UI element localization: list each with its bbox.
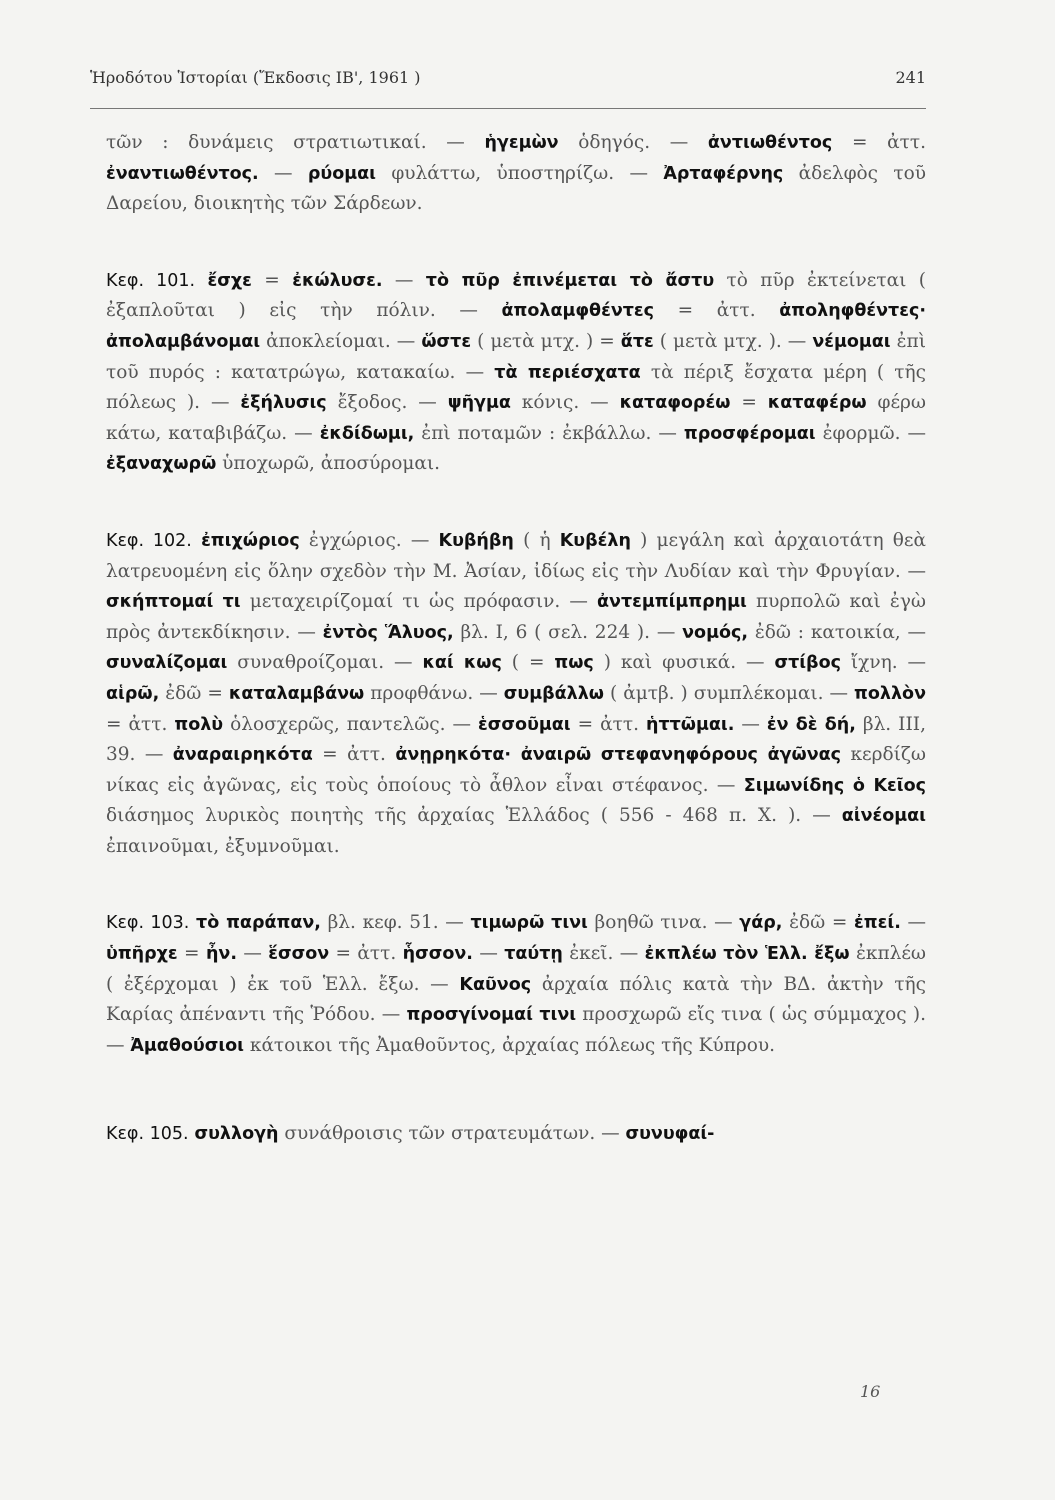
text-run: = (730, 392, 768, 414)
paragraph-gap (106, 862, 926, 908)
text-run: ( ἡ (513, 529, 560, 551)
running-head (90, 68, 926, 87)
lemma: νομός, (682, 622, 749, 643)
lemma: Ἀμαθούσιοι (130, 1035, 244, 1056)
text-run: διάσημος λυρικὸς ποιητὴς τῆς ἀρχαίας Ἑλλάδος ( 556 - 468 π. Χ. ). — (106, 805, 842, 827)
lemma: ὑπῆρχε (106, 944, 178, 965)
text-run: ὑποχωρῶ, ἀποσύρομαι. (216, 453, 441, 475)
text-run: ἐφορμῶ. — (815, 422, 926, 444)
lemma: Ἀρταφέρνης (663, 163, 784, 184)
text-run: κερδίζω νίκας εἰς ἀγῶνας, εἰς τοὺς ὁποίους τὸ ἆθλον εἶναι στέφανος. — (106, 744, 926, 796)
lemma: γάρ, (739, 913, 783, 934)
lemma: ἀποληφθέντες· ἀπολαμβάνομαι (106, 301, 926, 352)
lemma: συμβάλλω (503, 683, 604, 704)
lemma: ὥστε (421, 331, 472, 352)
chapter-label: Κεφ. 101. (106, 270, 196, 291)
lemma: Κυβέλη (559, 530, 631, 551)
paragraph-gap (106, 220, 926, 266)
text-run: ) καὶ φυσικά. — (593, 652, 775, 674)
text-run: ( μετὰ μτχ. ) = (471, 330, 621, 352)
lemma: ἦν. (205, 944, 237, 965)
intro-paragraph (106, 128, 926, 220)
text-run: κόνις. — (510, 392, 620, 414)
lemma: πως (554, 653, 594, 674)
lemma: προσφέρομαι (683, 423, 816, 444)
text-run: συναθροίζομαι. — (227, 652, 423, 674)
text-run: — (236, 943, 269, 965)
lemma: ἧσσον. (402, 944, 473, 965)
lemma: στίβος (774, 653, 841, 674)
running-head-title: Ἡροδότου Ἱστορίαι (Ἔκδοσις ΙΒ', 1961 ) (90, 68, 421, 87)
lemma: καταφέρω (767, 393, 867, 414)
chapter-102-paragraph (106, 526, 926, 863)
lemma: ἐναντιωθέντος. (106, 163, 259, 184)
lemma: ἡττῶμαι. (645, 714, 735, 735)
lemma: ἡγεμὼν (484, 133, 559, 153)
lemma: σκήπτομαί τι (106, 592, 241, 613)
text-run: ἐδῶ = (782, 912, 855, 934)
chapter-105-paragraph (106, 1119, 926, 1150)
text-run: συνάθροισις τῶν στρατευμάτων. — (278, 1123, 626, 1145)
lemma: ταύτῃ (504, 944, 563, 965)
lemma: ἐκπλέω τὸν Ἑλλ. ἔξω (644, 944, 850, 965)
chapter-label: Κεφ. 105. (106, 1124, 189, 1145)
lemma: τὸ πῦρ ἐπινέμεται τὸ ἄστυ (425, 270, 715, 291)
lemma: τὸ παράπαν, (196, 913, 321, 934)
text-run: = ἀττ. (570, 713, 646, 735)
text-run: ἐπὶ ποταμῶν : ἐκβάλλω. — (414, 422, 684, 444)
text-run: προσχωρῶ εἴς τινα ( ὡς σύμμαχος ). — (106, 1004, 926, 1056)
lemma: συλλογὴ (194, 1124, 279, 1145)
text-run: ὁλοσχερῶς, παντελῶς. — (223, 713, 479, 735)
lemma: καταλαμβάνω (228, 683, 365, 704)
lemma: αἱρῶ, (106, 683, 160, 704)
lemma: καί κως (422, 653, 502, 674)
text-run: βλ. III, 39. — (106, 713, 926, 766)
lemma: νέμομαι (812, 331, 891, 352)
text-run: = (251, 269, 293, 291)
lemma: ρύομαι (307, 163, 376, 184)
paragraph-gap (106, 480, 926, 526)
text-run: ) μεγάλη καὶ ἀρχαιοτάτη θεὰ λατρευομένη εἰς ὅλην σχεδὸν τὴν Μ. Ἀσίαν, ἰδίως εἰς τὴν Λυδίαν καὶ τὴν Φρυγίαν. — (106, 529, 926, 582)
text-run: ἔξοδος. — (326, 392, 448, 414)
header-rule (90, 108, 926, 109)
lemma: ἀπολαμφθέντες (501, 301, 655, 322)
lemma: αἰνέομαι (841, 806, 926, 827)
text-run: = ἀττ. (106, 713, 175, 735)
lemma: τιμωρῶ τινι (470, 913, 588, 934)
text-run: ἐδῶ : κατοικία, — (748, 621, 926, 643)
lemma: συναλίζομαι (106, 653, 228, 674)
text-run: βλ. κεφ. 51. — (320, 912, 471, 934)
text-run: ( ἀμτβ. ) συμπλέκομαι. — (603, 682, 855, 704)
text-run: ἐπὶ τοῦ πυρός : κατατρώγω, κατακαίω. — (106, 330, 926, 383)
text-run: = ἀττ. (654, 300, 780, 322)
lemma: ἅτε (620, 331, 654, 352)
lemma: ἕσσον (268, 944, 330, 965)
signature-mark: 16 (860, 1382, 881, 1401)
lemma: ἐπεί. (854, 913, 901, 934)
text-run: ( = (501, 652, 555, 674)
paragraph-gap (106, 1061, 926, 1119)
text-run: τῶν : δυνάμεις στρατιωτικαί. — (106, 132, 485, 153)
text-run: ἴχνη. — (840, 652, 926, 674)
lemma: καταφορέω (619, 393, 731, 414)
chapter-101-paragraph (106, 266, 926, 480)
text-run: ( μετὰ μτχ. ). — (653, 330, 813, 352)
text-run: προφθάνω. — (364, 682, 504, 704)
lemma: Σιμωνίδης ὁ Κεῖος (743, 775, 926, 796)
text-run: βλ. I, 6 ( σελ. 224 ). — (453, 621, 683, 643)
lemma: ἐντὸς Ἅλυος, (322, 622, 454, 643)
text-run: — (382, 269, 426, 291)
lemma: ἐκώλυσε. (292, 270, 383, 291)
lemma: συνυφαί- (625, 1124, 715, 1145)
text-run: ἐγχώριος. — (299, 529, 439, 551)
text-run: κάτοικοι τῆς Ἀμαθοῦντος, ἀρχαίας πόλεως τῆς Κύπρου. (244, 1034, 776, 1056)
lemma: ἐξήλυσις (240, 393, 327, 414)
lemma: Κυβήβη (438, 530, 514, 551)
lemma: ἑσσοῦμαι (478, 714, 571, 735)
lemma: ἀντιωθέντος (707, 133, 833, 153)
chapter-label: Κεφ. 103. (106, 913, 190, 934)
text-run: τὰ πέριξ ἔσχατα μέρη ( τῆς πόλεως ). — (106, 361, 926, 414)
lemma: ἔσχε (207, 270, 252, 291)
lemma: ἐξαναχωρῶ (106, 454, 217, 475)
lemma: ἐκδίδωμι, (319, 423, 415, 444)
text-run: φυλάττω, ὑποστηρίζω. — (375, 162, 664, 184)
lemma: τὰ περιέσχατα (494, 362, 641, 383)
text-run: = ἀττ. (832, 132, 926, 153)
commentary-body (106, 128, 926, 1150)
chapter-103-paragraph (106, 908, 926, 1061)
lemma: ἀναραιρηκότα (172, 745, 313, 766)
text-run: ἐκπλέω ( ἐξέρχομαι ) ἐκ τοῦ Ἑλλ. ἔξω. — (106, 943, 926, 995)
text-run: ἀδελφὸς τοῦ Δαρείου, διοικητὴς τῶν Σάρδεων. (106, 162, 926, 215)
text-run: — (734, 713, 767, 735)
text-run: μεταχειρίζομαί τι ὡς πρόφασιν. — (240, 591, 597, 613)
lemma: ἀνῃρηκότα· ἀναιρῶ στεφανηφόρους ἀγῶνας (395, 745, 842, 766)
text-run: ἀρχαία πόλις κατὰ τὴν ΒΔ. ἀκτὴν τῆς Καρίας ἀπέναντι τῆς Ῥόδου. — (106, 973, 927, 1026)
chapter-label: Κεφ. 102. (106, 530, 192, 551)
lemma: ψῆγμα (447, 393, 511, 414)
text-run: = (177, 943, 206, 965)
text-run: τὸ πῦρ ἐκτείνεται ( ἐξαπλοῦται ) εἰς τὴν πόλιν. — (106, 269, 926, 322)
text-run: ἀποκλείομαι. — (260, 330, 422, 352)
text-run: = ἀττ. (329, 943, 403, 965)
lemma: ἐν δὲ δή, (766, 714, 856, 735)
text-run: = ἀττ. (312, 744, 396, 766)
text-run: — (258, 162, 308, 184)
text-run: ἐκεῖ. — (562, 943, 645, 965)
page-number: 241 (895, 68, 926, 87)
lemma: πολλὸν (854, 683, 926, 704)
text-run: ὁδηγός. — (558, 132, 708, 153)
lemma: ἐπιχώριος (201, 530, 300, 551)
lemma: ἀντεμπίμπρημι (597, 592, 747, 613)
text-run: βοηθῶ τινα. — (587, 912, 740, 934)
text-run: ἐδῶ = (159, 682, 229, 704)
text-run: φέρω κάτω, καταβιβάζω. — (106, 392, 927, 444)
text-run: πυρπολῶ καὶ ἐγὼ πρὸς ἀντεκδίκησιν. — (106, 591, 926, 643)
text-run: — (472, 943, 505, 965)
lemma: πολὺ (174, 714, 224, 735)
lemma: προσγίνομαί τινι (406, 1005, 577, 1026)
lemma: Καῦνος (459, 974, 532, 995)
text-run: ἐπαινοῦμαι, ἐξυμνοῦμαι. (106, 835, 340, 857)
text-run: — (900, 912, 927, 934)
